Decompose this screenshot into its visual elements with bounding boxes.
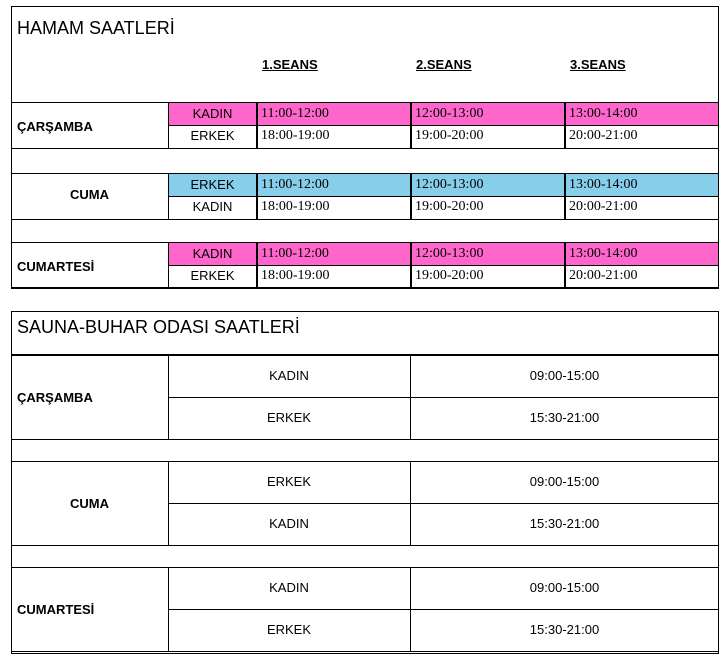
sauna-gender-cell: KADIN <box>269 368 309 383</box>
hamam-header-session-2: 2.SEANS <box>416 57 472 72</box>
hamam-day-cuma: CUMA <box>70 187 109 202</box>
hamam-time-cell: 13:00-14:00 <box>565 173 719 197</box>
hamam-header-session-3: 3.SEANS <box>570 57 626 72</box>
sauna-row-rule <box>168 609 719 610</box>
sauna-time-cell: 15:30-21:00 <box>529 410 600 425</box>
sauna-gender-cell: ERKEK <box>266 410 312 425</box>
sauna-day-carsamba: ÇARŞAMBA <box>17 390 93 405</box>
sauna-time-cell: 15:30-21:00 <box>529 622 600 637</box>
hamam-gender-cell: ERKEK <box>168 173 257 197</box>
hamam-time-cell: 11:00-12:00 <box>257 102 411 126</box>
sauna-gender-cell: KADIN <box>269 580 309 595</box>
hamam-gender-cell: KADIN <box>168 196 257 220</box>
hamam-time-cell: 11:00-12:00 <box>257 242 411 266</box>
hamam-time-cell: 18:00-19:00 <box>257 196 411 220</box>
hamam-time-cell: 12:00-13:00 <box>411 173 565 197</box>
hamam-time-cell: 13:00-14:00 <box>565 242 719 266</box>
sauna-day-cumartesi: CUMARTESİ <box>17 602 95 617</box>
hamam-header-session-1: 1.SEANS <box>262 57 318 72</box>
hamam-time-cell: 20:00-21:00 <box>565 196 719 220</box>
sauna-time-cell: 09:00-15:00 <box>529 474 600 489</box>
hamam-time-cell: 18:00-19:00 <box>257 265 411 289</box>
sauna-gender-cell: KADIN <box>269 516 309 531</box>
hamam-time-cell: 19:00-20:00 <box>411 196 565 220</box>
hamam-day-cumartesi: CUMARTESİ <box>17 259 95 274</box>
hamam-gender-cell: ERKEK <box>168 265 257 289</box>
sauna-gender-cell: ERKEK <box>266 474 312 489</box>
sauna-time-cell: 09:00-15:00 <box>529 368 600 383</box>
hamam-title: HAMAM SAATLERİ <box>17 18 175 38</box>
hamam-gender-cell: KADIN <box>168 102 257 126</box>
sauna-row-rule <box>168 397 719 398</box>
sauna-gender-cell: ERKEK <box>266 622 312 637</box>
hamam-time-cell: 20:00-21:00 <box>565 125 719 149</box>
hamam-time-cell: 18:00-19:00 <box>257 125 411 149</box>
hamam-time-cell: 19:00-20:00 <box>411 265 565 289</box>
hamam-time-cell: 12:00-13:00 <box>411 242 565 266</box>
sauna-row-rule <box>168 503 719 504</box>
sauna-time-cell: 15:30-21:00 <box>529 516 600 531</box>
hamam-time-cell: 20:00-21:00 <box>565 265 719 289</box>
hamam-day-carsamba: ÇARŞAMBA <box>17 119 93 134</box>
hamam-time-cell: 12:00-13:00 <box>411 102 565 126</box>
hamam-gender-cell: KADIN <box>168 242 257 266</box>
sauna-time-cell: 09:00-15:00 <box>529 580 600 595</box>
sauna-day-cuma: CUMA <box>70 496 109 511</box>
hamam-time-cell: 19:00-20:00 <box>411 125 565 149</box>
sauna-title: SAUNA-BUHAR ODASI SAATLERİ <box>17 317 300 337</box>
hamam-time-cell: 13:00-14:00 <box>565 102 719 126</box>
hamam-gender-cell: ERKEK <box>168 125 257 149</box>
hamam-time-cell: 11:00-12:00 <box>257 173 411 197</box>
